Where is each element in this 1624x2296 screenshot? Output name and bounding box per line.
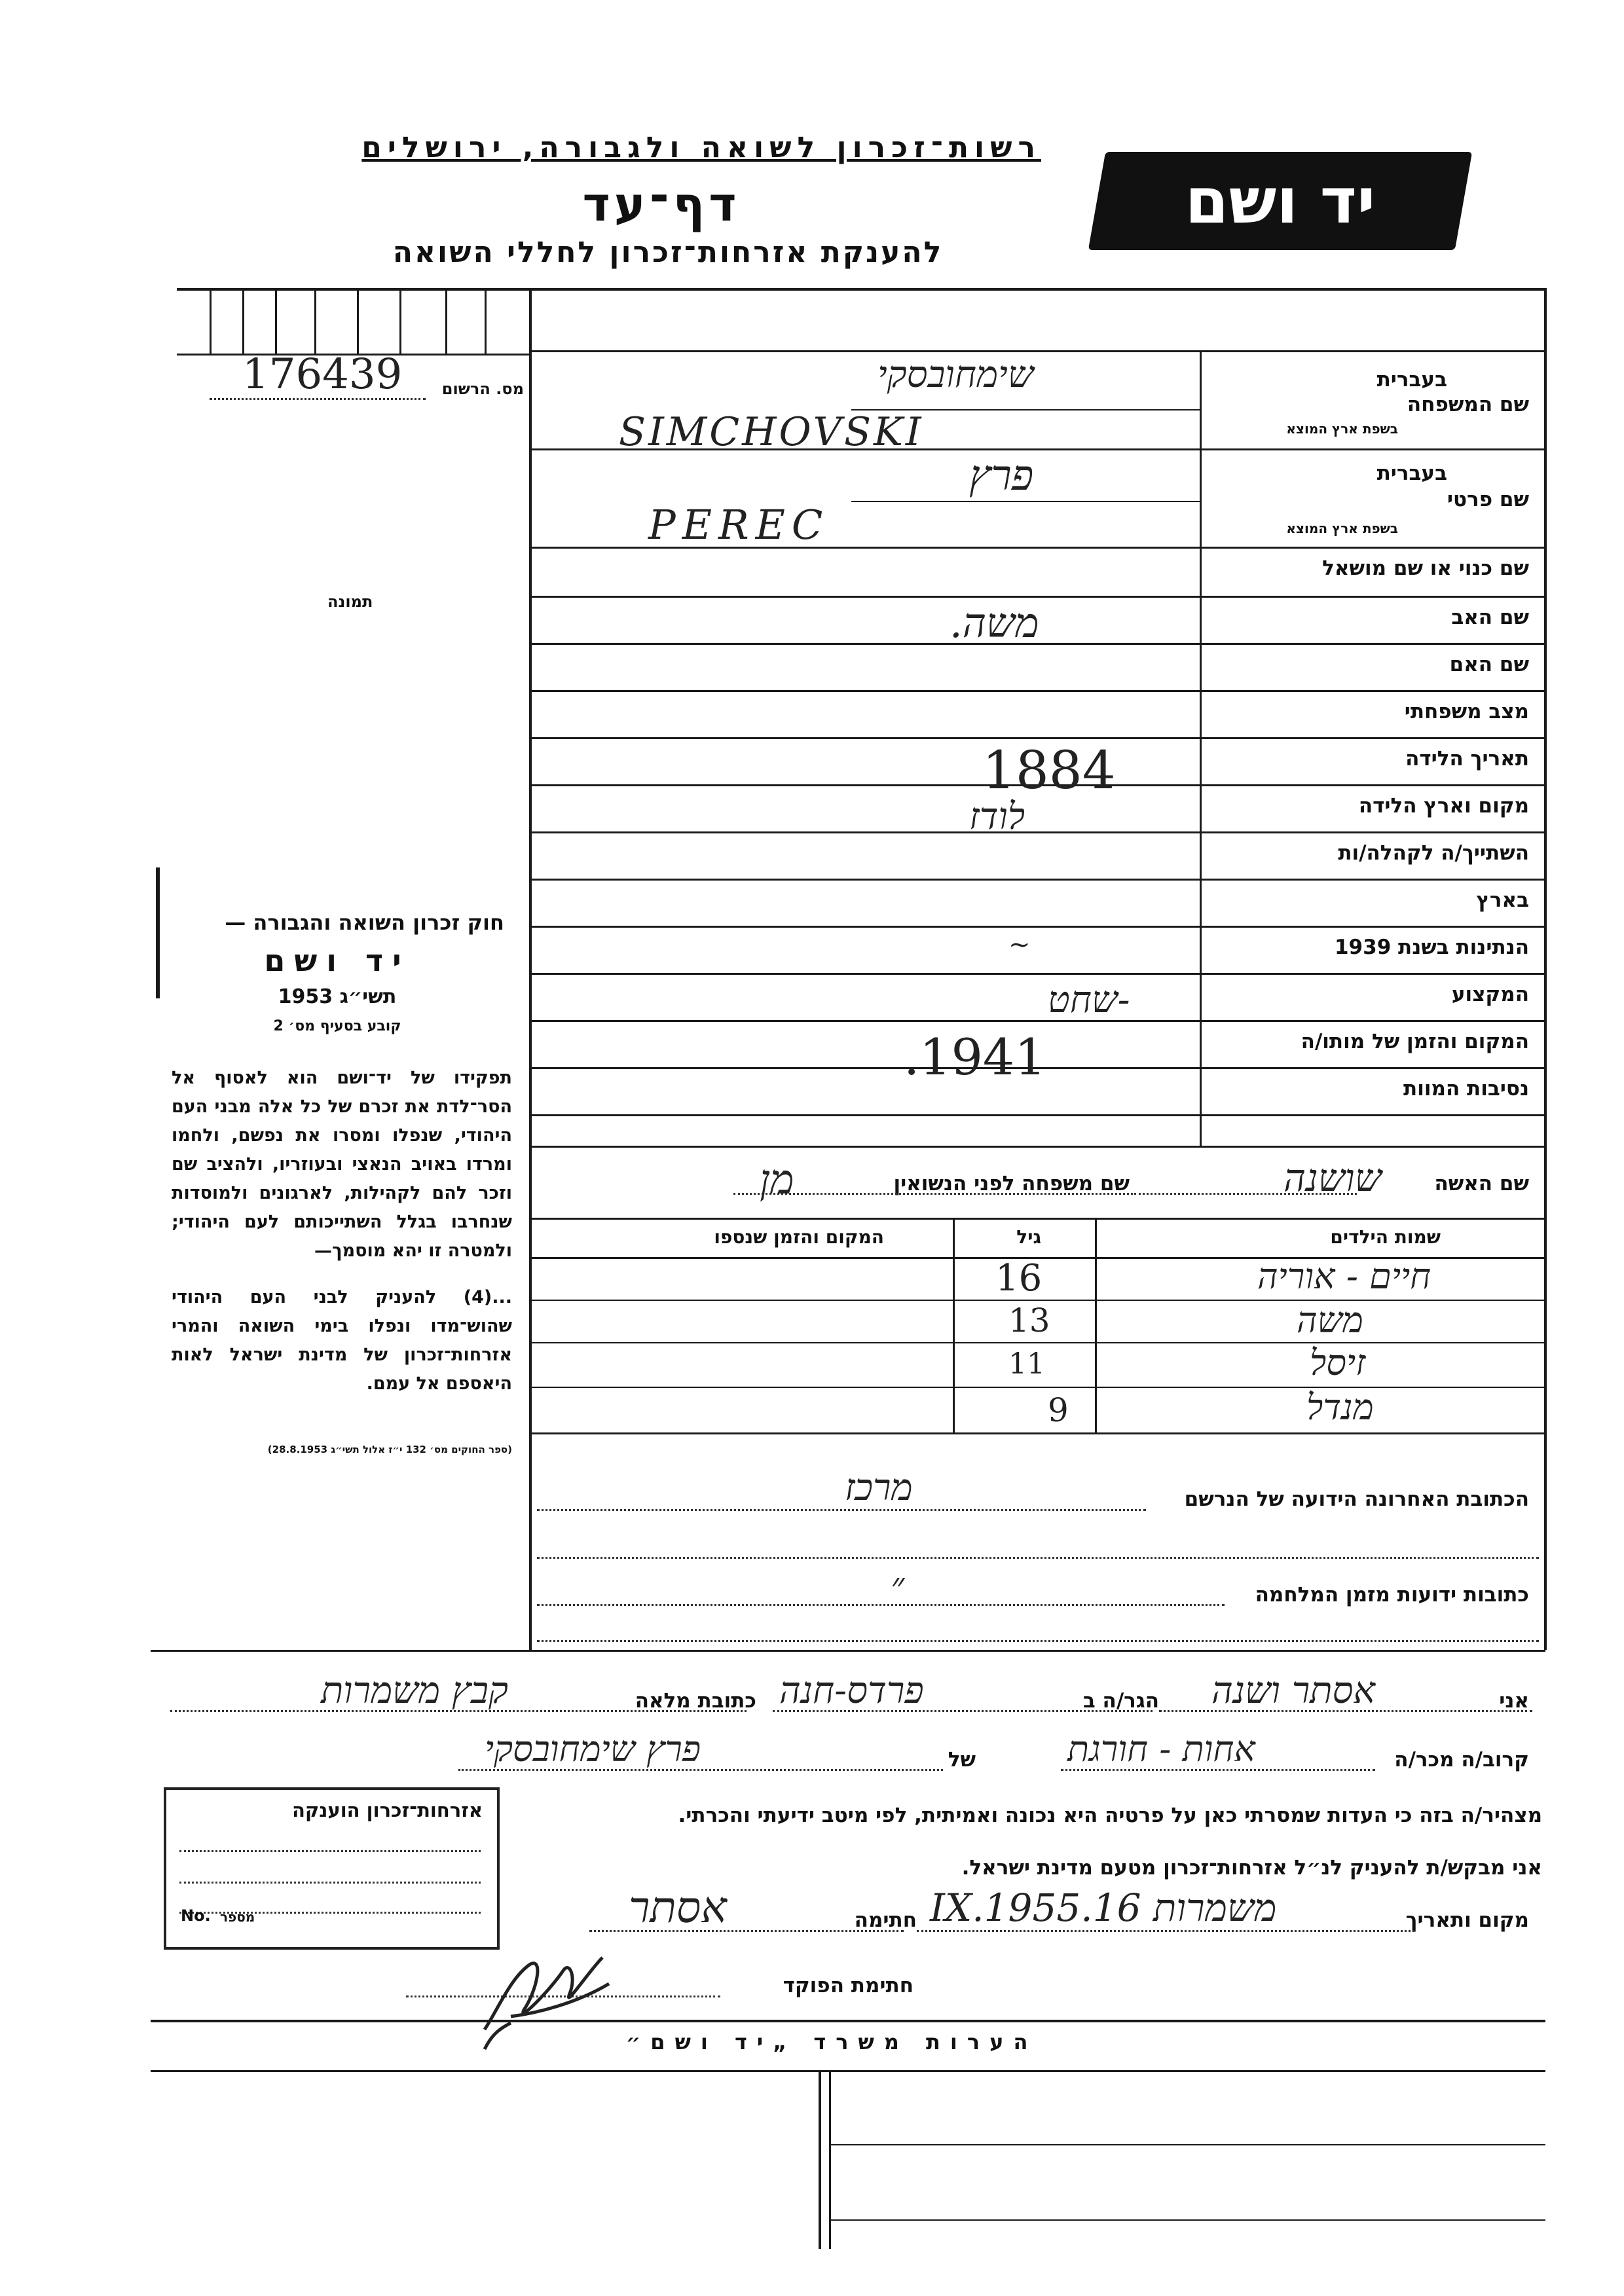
request-text: אני מבקש/ת להעניק לנ״ל אזרחות־זכרון מטעם מדינת ישראל. <box>961 1856 1542 1880</box>
witness-signature: אסתר <box>629 1882 727 1933</box>
header-title: דף־עד <box>582 177 741 232</box>
occupation-label: המקצוע <box>1451 983 1529 1006</box>
law-paragraph-1: תפקידו של יד־ושם הוא לאסוף אל הסר־לדת את זכרם של כל אלה מבני העם היהודי, שנפלו ומסרו את נפשם, ולחמו ומרדו באויב הנאצי ובעוזריו, ולהציב שם וזכר להם לקהילות, לארגונים ולמוסדות שנחרבו בגלל השתייכותם לעם היהודי; ולמטרה זו יהא מוסמך— <box>172 1068 512 1261</box>
full-address-value: קבץ משמרות <box>321 1669 508 1712</box>
children-names-header: שמות הילדים <box>1330 1226 1441 1248</box>
law-name: יד ושם <box>264 943 411 978</box>
relation-value: אחות - חורגת <box>1067 1728 1255 1770</box>
last-address-value: מרכז <box>845 1467 913 1509</box>
death-cause-label: נסיבות המוות <box>1403 1077 1529 1101</box>
stamp-title: אזרחות־זכרון הוענקה <box>291 1799 483 1821</box>
office-notes-title: הערות משרד „יד ושם״ <box>625 2030 1038 2054</box>
war-address-value: ״ <box>891 1565 905 1607</box>
war-address-label: כתובות ידועות מזמן המלחמה <box>1255 1583 1529 1607</box>
mother-label: שם האם <box>1449 653 1529 676</box>
signature-label: חתימה <box>854 1908 917 1932</box>
law-section: קובע בסעיף מס׳ 2 <box>273 1018 401 1034</box>
stamp-number-en: No. <box>181 1906 211 1925</box>
child-age-4: 9 <box>1048 1391 1069 1429</box>
children-place-header: המקום והזמן שנספו <box>714 1226 884 1248</box>
wife-label: שם האשה <box>1434 1172 1529 1195</box>
surname-hebrew-label: בעברית <box>1376 368 1447 392</box>
stamp-number-label: מספר <box>220 1909 255 1925</box>
place-date-label: מקום ותאריך <box>1405 1908 1529 1932</box>
citizenship-label: הנתינות בשנת 1939 <box>1334 936 1529 959</box>
child-name-2: משה <box>1297 1300 1363 1341</box>
header-subtitle: להענקת אזרחות־זכרון לחללי השואה <box>392 236 944 269</box>
law-source: (ספר החוקים מס׳ 132 י״ז אלול תשי״ג 28.8.1953) <box>267 1444 512 1455</box>
maiden-name-label: שם משפחה לפני הנשואין <box>893 1172 1130 1195</box>
law-year: תשי״ג 1953 <box>278 985 397 1008</box>
father-label: שם האב <box>1451 606 1529 629</box>
resides-value: פרדס-חנה <box>779 1669 924 1712</box>
first-name-hebrew-label: בעברית <box>1376 462 1447 485</box>
children-age-header: גיל <box>1016 1226 1041 1248</box>
first-name-latin-value: PEREC <box>648 501 830 549</box>
logo-text: יד ושם <box>1185 164 1376 238</box>
of-label: של <box>948 1748 976 1772</box>
child-name-3: זיסל <box>1310 1342 1366 1383</box>
child-age-3: 11 <box>1008 1347 1045 1381</box>
surname-latin-value: SIMCHOVSKI <box>619 409 924 455</box>
maiden-name-value: מן <box>760 1156 794 1203</box>
law-title: חוק זכרון השואה והגבורה — <box>225 910 504 935</box>
law-paragraph-2: ...(4) להעניק לבני העם היהודי שהוש־מדו ונפלו בימי השואה והמרי אזרחות־זכרון של מדינת ישראל לאות היאספם אל עמם. <box>172 1287 512 1394</box>
full-address-label: כתובת מלאה <box>635 1689 756 1713</box>
declaration-text: מצהיר/ה בזה כי העדות שמסרתי כאן על פרטיה היא נכונה ואמיתית, לפי מיטב ידיעתי והכרתי. <box>678 1804 1542 1827</box>
witness-name-value: אסתר ושנה <box>1211 1669 1375 1712</box>
community-label: השתייך/ה לקהלה/ות <box>1338 841 1529 865</box>
marital-label: מצב משפחתי <box>1404 700 1529 723</box>
wife-value: שושנה <box>1283 1156 1382 1200</box>
citizenship-value: ~ <box>1008 930 1031 960</box>
birth-place-value: לודז <box>969 795 1025 838</box>
place-date-value: משמרות 16.IX.1955 <box>930 1886 1277 1930</box>
relation-label: קרוב/ה מכר/ה <box>1394 1748 1529 1772</box>
father-value: משה. <box>950 599 1039 647</box>
surname-label: שם המשפחה <box>1407 393 1529 416</box>
death-value: .1941 <box>904 1028 1046 1086</box>
occupation-value: -שחט <box>1048 979 1130 1021</box>
last-address-label: הכתובת האחרונה הידועה של הנרשם <box>1184 1487 1529 1511</box>
birth-date-value: 1884 <box>982 740 1116 801</box>
child-age-2: 13 <box>1008 1302 1050 1339</box>
first-name-origin-label: בשפת ארץ המוצא <box>1286 520 1398 536</box>
registration-number: 176439 <box>242 350 403 399</box>
first-name-hebrew-value: פרץ <box>969 452 1034 500</box>
birth-place-label: מקום וארץ הלידה <box>1358 794 1529 818</box>
resides-label: הגר/ה ב <box>1082 1689 1159 1713</box>
birth-date-label: תאריך הלידה <box>1405 747 1529 771</box>
yad-vashem-logo <box>1088 152 1472 250</box>
child-age-1: 16 <box>995 1257 1043 1300</box>
officer-signature-label: חתימת הפוקד <box>783 1974 913 1997</box>
of-value: פרץ שימחובסקי <box>485 1728 701 1770</box>
photo-label: תמונה <box>327 592 373 611</box>
child-name-4: מנדל <box>1306 1387 1374 1428</box>
registration-label: מס. הרשום <box>441 380 524 398</box>
header-org: רשות־זכרון לשואה ולגבורה, ירושלים <box>361 131 1041 164</box>
country-label: בארץ <box>1476 888 1529 912</box>
surname-origin-label: בשפת ארץ המוצא <box>1286 421 1398 437</box>
surname-hebrew-value: שימחובסקי <box>877 354 1034 396</box>
child-name-1: חיים - אוריה <box>1257 1256 1431 1297</box>
nickname-label: שם כנוי או שם מושאל <box>1322 556 1529 580</box>
first-name-label: שם פרטי <box>1447 488 1529 511</box>
death-label: המקום והזמן של מותו/ה <box>1301 1030 1529 1053</box>
citizenship-stamp-box <box>164 1787 500 1950</box>
witness-i-label: אני <box>1499 1689 1529 1713</box>
